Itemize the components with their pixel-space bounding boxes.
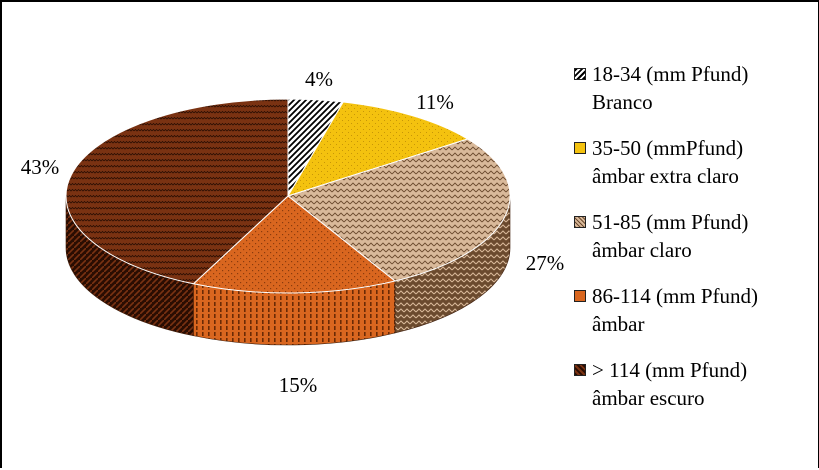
legend-item-ambar-extra-claro: [574, 134, 814, 208]
slice-label-ambar-extra-claro: 11%: [416, 90, 454, 114]
legend-name-ambar-escuro: âmbar escuro: [592, 386, 705, 410]
legend-item-branco: [574, 60, 814, 134]
legend-range-ambar-escuro: > 114 (mm Pfund): [592, 358, 748, 382]
legend-swatch-ambar-escuro: [574, 364, 586, 376]
legend-swatch-branco: [574, 68, 586, 80]
legend-item-ambar-escuro: [574, 356, 814, 430]
legend: [574, 60, 814, 430]
legend-range-ambar: 86-114 (mm Pfund): [592, 284, 759, 308]
legend-item-ambar-claro: [574, 208, 814, 282]
slice-label-branco: 4%: [305, 67, 333, 91]
legend-range-ambar-extra-claro: 35-50 (mmPfund): [592, 136, 744, 160]
pie-tops: [66, 99, 510, 293]
slice-label-ambar-claro: 27%: [525, 251, 565, 275]
legend-item-ambar: [574, 282, 814, 356]
legend-name-ambar: âmbar: [592, 312, 645, 336]
legend-range-ambar-claro: 51-85 (mm Pfund): [592, 210, 749, 234]
legend-name-ambar-extra-claro: âmbar extra claro: [592, 164, 739, 188]
slice-label-ambar-escuro: 43%: [20, 155, 60, 179]
legend-range-branco: 18-34 (mm Pfund): [592, 62, 749, 86]
legend-name-ambar-claro: âmbar claro: [592, 238, 692, 262]
legend-swatch-ambar: [574, 290, 586, 302]
slice-label-ambar: 15%: [278, 373, 318, 397]
legend-swatch-ambar-claro: [574, 216, 586, 228]
legend-name-branco: Branco: [592, 90, 653, 114]
legend-swatch-ambar-extra-claro: [574, 142, 586, 154]
